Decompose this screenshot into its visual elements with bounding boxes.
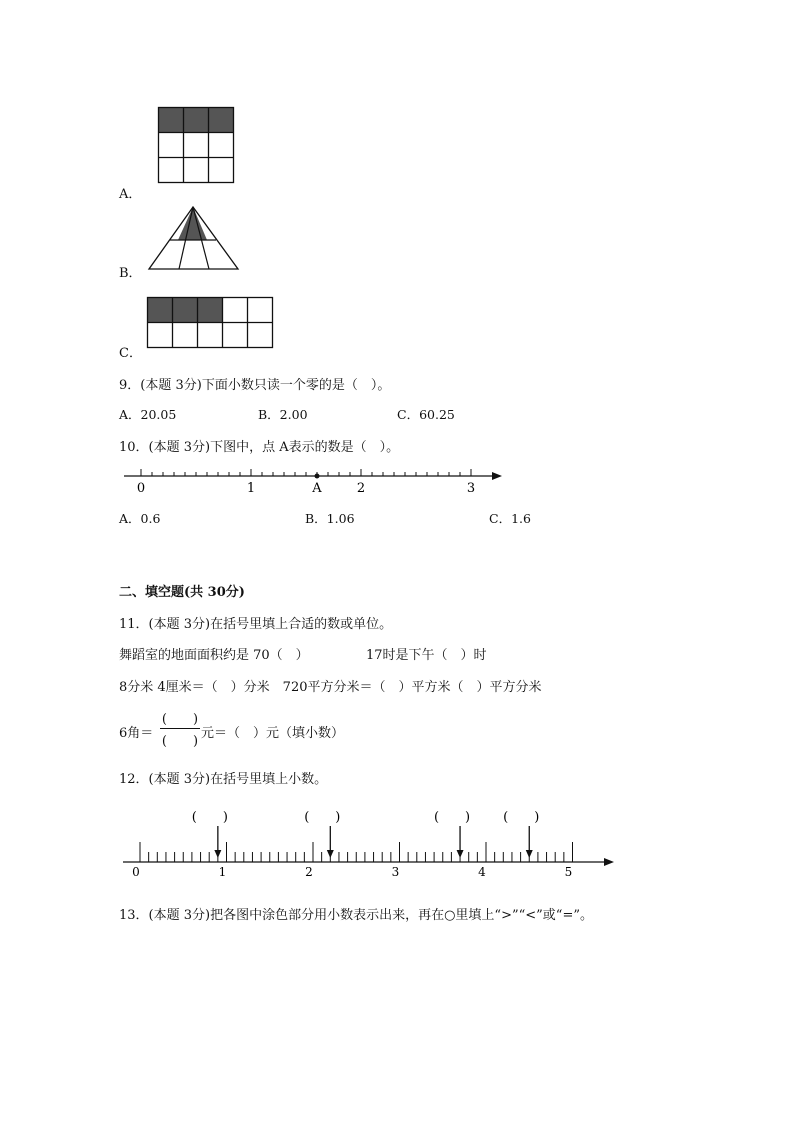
q8-option-c-label: C． xyxy=(119,346,142,361)
q9-option-a: A．20.05 xyxy=(119,407,177,422)
section-heading: 二、填空题(共 30分) xyxy=(119,585,245,600)
q12-axis-label: 3 xyxy=(391,865,400,879)
q11-line1-b: 17时是下午（ ）时 xyxy=(366,648,487,663)
q9-option-b: B．2.00 xyxy=(258,407,308,422)
q12-axis-label: 0 xyxy=(132,865,140,879)
q12-answer-blank-4: ( ) xyxy=(503,810,540,825)
q8-option-a-label: A． xyxy=(119,187,142,202)
q12-arrowhead-2 xyxy=(327,850,334,858)
q10-option-b: B．1.06 xyxy=(305,511,355,526)
q9-stem: 9．(本题 3分)下面小数只读一个零的是（ ）。 xyxy=(119,378,391,393)
q12-answer-blank-2: ( ) xyxy=(304,810,341,825)
q13-stem: 13．(本题 3分)把各图中涂色部分用小数表示出来，再在○里填上“>”“<”或“=”。 xyxy=(119,908,593,923)
q12-axis-label: 2 xyxy=(305,865,313,879)
q12-axis-label: 5 xyxy=(564,865,573,879)
q12-stem: 12．(本题 3分)在括号里填上小数。 xyxy=(119,772,328,787)
q9-option-c: C．60.25 xyxy=(397,407,455,422)
q10-option-c: C．1.6 xyxy=(489,511,531,526)
q11-fraction-numerator: ( ) xyxy=(161,712,199,727)
q12-axis-label: 1 xyxy=(218,865,227,879)
q12-arrowhead-1 xyxy=(214,850,221,858)
q12-axis-label: 4 xyxy=(478,865,486,879)
q10-axis-label: A xyxy=(312,481,322,496)
q11-fraction-denominator: ( ) xyxy=(161,734,199,749)
q12-answer-blank-1: ( ) xyxy=(191,810,228,825)
q10-stem: 10．(本题 3分)下图中，点 A表示的数是（ ）。 xyxy=(119,440,400,455)
q11-stem: 11．(本题 3分)在括号里填上合适的数或单位。 xyxy=(119,617,393,632)
q11-line2: 8分米 4厘米＝（ ）分米 720平方分米＝（ ）平方米（ ）平方分米 xyxy=(119,680,542,695)
q11-line3-suffix: 元＝（ ）元（填小数） xyxy=(201,726,345,741)
q10-axis-label: 0 xyxy=(136,481,146,496)
q11-line1-a: 舞蹈室的地面面积约是 70（ ） xyxy=(119,648,309,663)
q10-axis-label: 1 xyxy=(246,481,256,496)
q10-axis-label: 2 xyxy=(356,481,366,496)
q11-line3-prefix: 6角＝ xyxy=(119,726,154,741)
q12-answer-blank-3: ( ) xyxy=(433,810,471,825)
q12-arrowhead-4 xyxy=(526,850,533,858)
q12-axis-arrowhead xyxy=(604,858,614,866)
q10-option-a: A．0.6 xyxy=(119,511,161,526)
q10-axis-label: 3 xyxy=(466,481,476,496)
q8-option-b-label: B． xyxy=(119,266,142,281)
q12-arrowhead-3 xyxy=(457,850,464,858)
